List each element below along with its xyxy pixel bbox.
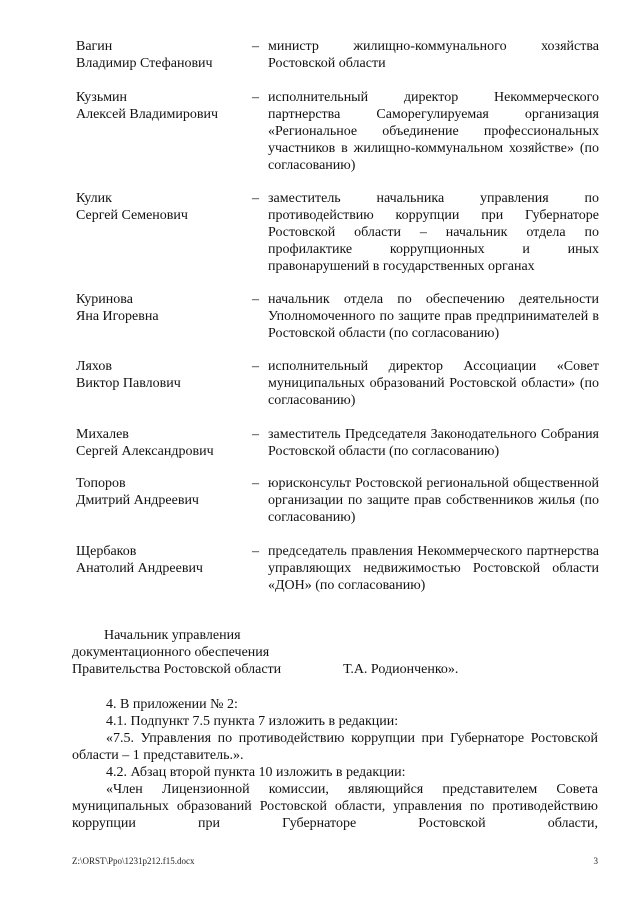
member-given-names: Сергей Александрович: [76, 444, 214, 459]
signature-organization: Правительства Ростовской области: [72, 662, 282, 677]
member-entry: [76, 190, 600, 275]
page-number: 3: [593, 856, 598, 866]
member-surname: Вагин: [76, 39, 113, 54]
member-surname: Михалев: [76, 427, 129, 442]
member-role: исполнительный директор Ассоциации «Совет муниципальных образований Ростовской области» (по согласованию): [268, 359, 599, 408]
member-name: [76, 38, 252, 72]
member-dash: –: [252, 39, 259, 54]
amendment-paragraph: 4.1. Подпункт 7.5 пункта 7 изложить в редакции:: [106, 714, 399, 729]
member-given-names: Сергей Семенович: [76, 208, 188, 223]
amendment-paragraph: «7.5. Управления по противодействию коррупции при Губернаторе Ростовской области – 1 представитель.».: [72, 731, 598, 763]
member-name: [76, 291, 252, 325]
member-dash: –: [252, 544, 259, 559]
member-given-names: Анатолий Андреевич: [76, 561, 203, 576]
member-name: [76, 426, 252, 460]
member-given-names: Дмитрий Андреевич: [76, 493, 199, 508]
member-role: исполнительный директор Некоммерческого партнерства Саморегулируемая организация «Региональное объединение профессиональных участников в жилищно-коммунальном хозяйстве» (по согласованию): [268, 90, 599, 173]
member-role: начальник отдела по обеспечению деятельности Уполномоченного по защите прав предпринимателей в Ростовской области (по согласованию): [268, 292, 599, 341]
commission-members-list: [76, 38, 600, 594]
member-role: председатель правления Некоммерческого партнерства управляющих недвижимостью Ростовской области «ДОН» (по согласованию): [268, 544, 599, 593]
member-surname: Кулик: [76, 191, 112, 206]
member-dash: –: [252, 427, 259, 442]
member-entry: [76, 291, 600, 342]
page-footer: [72, 856, 598, 867]
signature-block: [72, 627, 600, 678]
signature-position-line: Начальник управления: [104, 628, 241, 643]
member-surname: Ляхов: [76, 359, 113, 374]
amendments-section: [72, 696, 598, 832]
member-name: [76, 543, 252, 577]
member-dash: –: [252, 90, 259, 105]
member-name: [76, 89, 252, 123]
member-given-names: Алексей Владимирович: [76, 107, 219, 122]
member-given-names: Виктор Павлович: [76, 376, 181, 391]
member-entry: [76, 475, 600, 526]
member-dash: –: [252, 476, 259, 491]
member-surname: Щербаков: [76, 544, 137, 559]
member-entry: [76, 38, 600, 72]
file-path: Z:\ORST\Ppo\1231p212.f15.docx: [72, 856, 195, 866]
member-role: заместитель Председателя Законодательного Собрания Ростовской области (по согласованию): [268, 427, 599, 459]
member-entry: [76, 89, 600, 174]
member-role: заместитель начальника управления по противодействию коррупции при Губернаторе Ростовской области – начальник отдела по профилактике коррупционных и иных правонарушений в государственных органах: [268, 191, 599, 274]
member-dash: –: [252, 292, 259, 307]
member-entry: [76, 426, 600, 460]
member-entry: [76, 358, 600, 409]
member-role: юрисконсульт Ростовской региональной общественной организации по защите прав собственников жилья (по согласованию): [268, 476, 599, 525]
member-name: [76, 358, 252, 392]
member-name: [76, 475, 252, 509]
member-role: министр жилищно-коммунального хозяйства Ростовской области: [268, 39, 599, 71]
member-name: [76, 190, 252, 224]
member-surname: Кузьмин: [76, 90, 128, 105]
member-surname: Топоров: [76, 476, 126, 491]
member-dash: –: [252, 359, 259, 374]
signature-final-line: [72, 661, 600, 678]
signatory-name: Т.А. Родионченко».: [343, 662, 459, 677]
amendment-paragraph: 4.2. Абзац второй пункта 10 изложить в редакции:: [106, 765, 406, 780]
amendment-paragraph: «Член Лицензионной комиссии, являющийся представителем Совета муниципальных образований Ростовской области, управления по противодействию коррупции при Губернаторе Ростовской области,: [72, 782, 598, 831]
member-dash: –: [252, 191, 259, 206]
member-given-names: Яна Игоревна: [76, 309, 159, 324]
amendment-paragraph: 4. В приложении № 2:: [106, 697, 238, 712]
signature-department-line: документационного обеспечения: [72, 645, 270, 660]
member-surname: Куринова: [76, 292, 133, 307]
member-given-names: Владимир Стефанович: [76, 56, 213, 71]
member-entry: [76, 543, 600, 594]
